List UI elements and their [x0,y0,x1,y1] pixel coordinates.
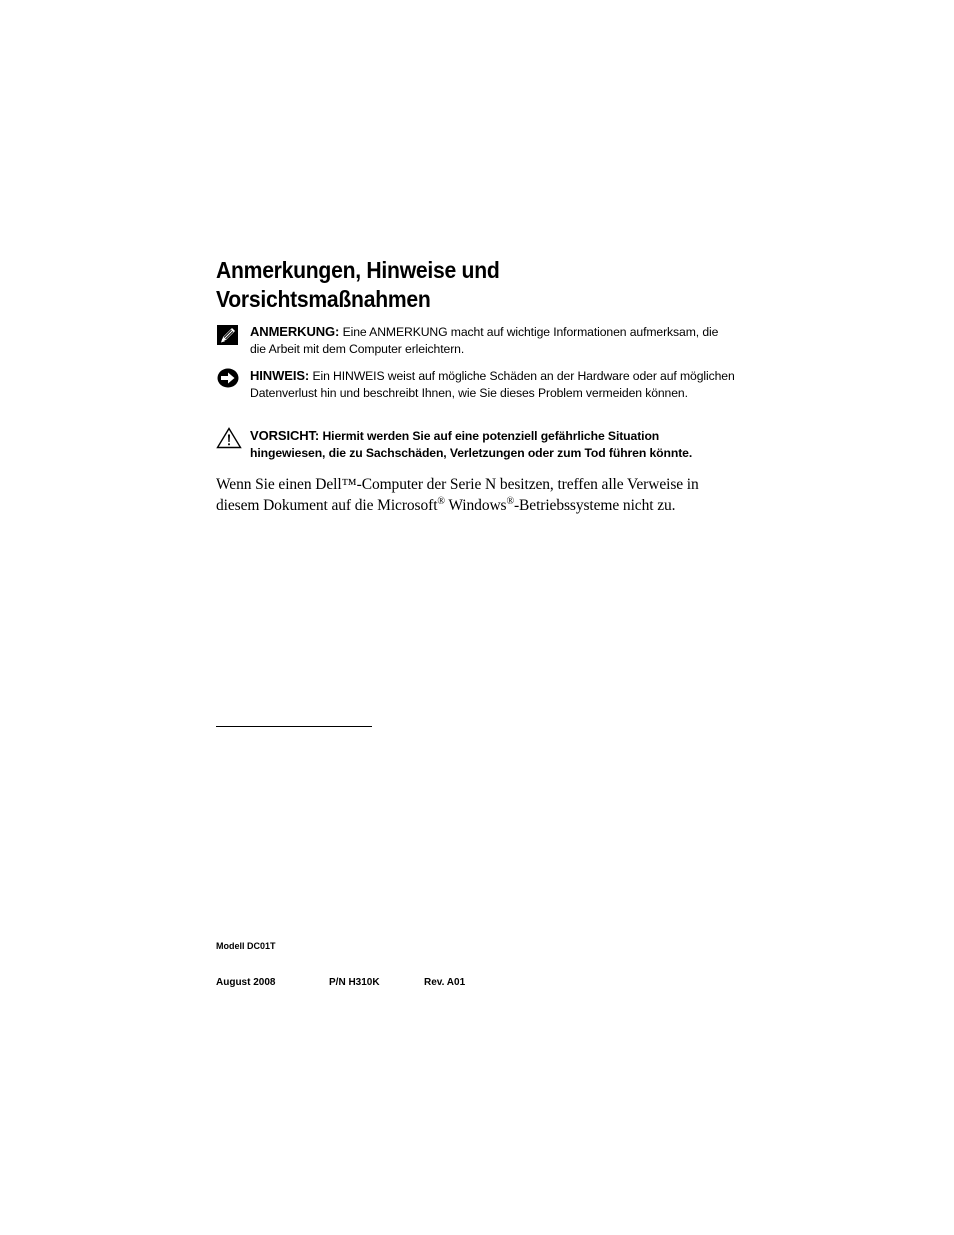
page-title-line-1: Anmerkungen, Hinweise und [216,257,500,283]
registered-mark-microsoft: ® [437,496,445,507]
footnote-divider [216,726,372,727]
paragraph-part-1: Wenn Sie einen Dell™-Computer der Serie N besitzen, treffen alle Verweise in diesem Dokument auf die Microsoft [216,476,699,514]
revision: Rev. A01 [424,977,466,988]
paragraph-part-2: Windows [444,497,507,514]
note-text [250,323,736,359]
note-body: Eine ANMERKUNG macht auf wichtige Informationen aufmerksam, die die Arbeit mit dem Computer erleichtern. [250,325,719,357]
page-title-line-2: Vorsichtsmaßnahmen [216,286,431,312]
paragraph-part-3: -Betriebssysteme nicht zu. [514,497,676,514]
caution-body: Hiermit werden Sie auf eine potenziell gefährliche Situation hingewiesen, die zu Sachschäden, Verletzungen oder zum Tod führen könnte. [250,429,693,461]
notice-label: HINWEIS: [250,368,310,383]
notice-block [216,367,736,423]
notice-arrow-icon [216,367,242,389]
publication-date: August 2008 [216,977,276,988]
page-title [216,256,694,314]
registered-mark-windows: ® [506,496,514,507]
dell-n-series-paragraph [216,474,736,516]
notice-body: Ein HINWEIS weist auf mögliche Schäden an der Hardware oder auf möglichen Datenverlust hin und beschreibt Ihnen, wie Sie dieses Problem vermeiden können. [250,369,735,401]
part-number: P/N H310K [329,977,380,988]
caution-label: VORSICHT: [250,428,320,443]
caution-block [216,427,736,467]
caution-triangle-icon [216,427,242,449]
note-pencil-icon [216,324,242,346]
note-label: ANMERKUNG: [250,324,340,339]
caution-text [250,427,736,463]
model-number: Modell DC01T [216,941,276,951]
note-block [216,323,736,363]
notice-text [250,367,736,403]
